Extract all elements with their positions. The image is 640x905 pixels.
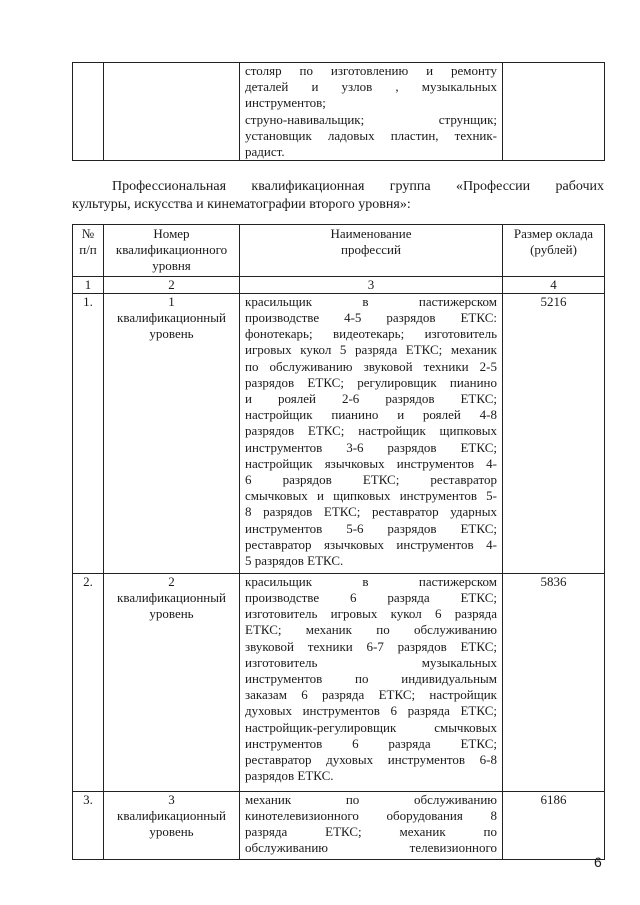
table-row: [73, 791, 605, 859]
profession-text-line: красильщик в пастижерском: [245, 293, 497, 309]
continuation-table: [72, 62, 605, 161]
level-number: 2: [168, 573, 175, 589]
profession-text-line: заказам 6 разряда ЕТКС; настройщик: [245, 687, 497, 703]
profession-text-line: 8 разрядов ЕТКС; реставратор ударных: [245, 504, 497, 520]
profession-text-line: изготовитель игровых кукол 6 разряда: [245, 606, 497, 622]
profession-text-line: фонотекарь; видеотекарь; изготовитель: [245, 326, 497, 342]
page-number: 6: [594, 854, 602, 870]
header-row: [73, 225, 605, 277]
column-number-row: [73, 276, 605, 293]
continuation-salary-cell: [503, 63, 605, 161]
profession-text-line: звуковой техники 6-7 разрядов ЕТКС;: [245, 638, 497, 654]
profession-text-line: установщик ладовых пластин, техник-: [245, 127, 497, 143]
profession-text-line: обслуживанию телевизионного: [245, 840, 497, 856]
profession-text-line: кинотелевизионного оборудования 8: [245, 808, 497, 824]
profession-text-line: разрядов ЕТКС; настройщик щипковых: [245, 423, 497, 439]
professions-cell: [240, 791, 503, 859]
profession-text-line: радист.: [245, 144, 285, 160]
profession-text-line: реставратор духовых инструментов 6-8: [245, 752, 497, 768]
profession-text-line: настройщик пианино и роялей 4-8: [245, 407, 497, 423]
profession-text-line: столяр по изготовлению и ремонту: [245, 63, 497, 78]
header-name: Наименование профессий: [240, 225, 503, 277]
profession-text-line: духовых инструментов 6 разряда ЕТКС;: [245, 703, 497, 719]
salary-cell: 6186: [503, 791, 605, 859]
column-number-3: 3: [240, 276, 503, 293]
group-title-paragraph: [72, 178, 604, 214]
group-title-line-2: культуры, искусства и кинематографии второго уровня»:: [72, 197, 411, 212]
profession-text-line: инструментов по индивидуальным: [245, 671, 497, 687]
level-cell: [104, 293, 240, 573]
profession-text-line: струно-навивальщик; струнщик;: [245, 111, 497, 127]
profession-text-line: ЕТКС; механик по обслуживанию: [245, 622, 497, 638]
header-level: Номер квалификационного уровня: [104, 225, 240, 277]
header-salary: Размер оклада (рублей): [503, 225, 605, 277]
profession-text-line: разряда ЕТКС; механик по: [245, 824, 497, 840]
profession-text-line: по обслуживанию звуковой техники 2-5: [245, 358, 497, 374]
table-row: [73, 573, 605, 791]
profession-text-line: механик по обслуживанию: [245, 791, 497, 807]
profession-text-line: инструментов 3-6 разрядов ЕТКС;: [245, 439, 497, 455]
profession-text-line: настройщик-регулировщик смычковых: [245, 719, 497, 735]
profession-text-line: производстве 4-5 разрядов ЕТКС:: [245, 310, 497, 326]
continuation-num-cell: [73, 63, 104, 161]
row-num: 3.: [73, 791, 104, 859]
profession-text-line: инструментов;: [245, 95, 326, 111]
level-text: квалификационный уровень: [117, 310, 226, 342]
profession-text-line: игровых кукол 5 разряда ЕТКС; механик: [245, 342, 497, 358]
profession-text-line: 6 разрядов ЕТКС; реставратор: [245, 472, 497, 488]
profession-text-line: деталей и узлов , музыкальных: [245, 79, 497, 95]
continuation-row: [73, 63, 605, 161]
level-number: 3: [168, 791, 175, 807]
table-row: [73, 293, 605, 573]
row-num: 1.: [73, 293, 104, 573]
row-num: 2.: [73, 573, 104, 791]
profession-text-line: изготовитель музыкальных: [245, 654, 497, 670]
professions-table: [72, 224, 605, 860]
level-number: 1: [168, 293, 175, 309]
continuation-professions-cell: [240, 63, 503, 161]
column-number-1: 1: [73, 276, 104, 293]
profession-text-line: инструментов 6 разряда ЕТКС;: [245, 735, 497, 751]
salary-cell: 5836: [503, 573, 605, 791]
profession-text-line: и роялей 2-6 разрядов ЕТКС;: [245, 391, 497, 407]
profession-text-line: производстве 6 разряда ЕТКС;: [245, 590, 497, 606]
professions-cell: [240, 293, 503, 573]
header-num: № п/п: [73, 225, 104, 277]
profession-text-line: 5 разрядов ЕТКС.: [245, 553, 344, 569]
profession-text-line: разрядов ЕТКС.: [245, 768, 334, 784]
continuation-level-cell: [104, 63, 240, 161]
salary-cell: 5216: [503, 293, 605, 573]
level-text: квалификационный уровень: [117, 590, 226, 622]
level-cell: [104, 791, 240, 859]
professions-cell: [240, 573, 503, 791]
column-number-4: 4: [503, 276, 605, 293]
profession-text-line: смычковых и щипковых инструментов 5-: [245, 488, 497, 504]
profession-text-line: разрядов ЕТКС; регулировщик пианино: [245, 374, 497, 390]
level-text: квалификационный уровень: [117, 808, 226, 840]
profession-text-line: реставратор язычковых инструментов 4-: [245, 536, 497, 552]
group-title-line-1: Профессиональная квалификационная группа «Профессии рабочих: [112, 179, 604, 194]
level-cell: [104, 573, 240, 791]
profession-text-line: красильщик в пастижерском: [245, 573, 497, 589]
column-number-2: 2: [104, 276, 240, 293]
profession-text-line: инструментов 5-6 разрядов ЕТКС;: [245, 520, 497, 536]
profession-text-line: настройщик язычковых инструментов 4-: [245, 455, 497, 471]
